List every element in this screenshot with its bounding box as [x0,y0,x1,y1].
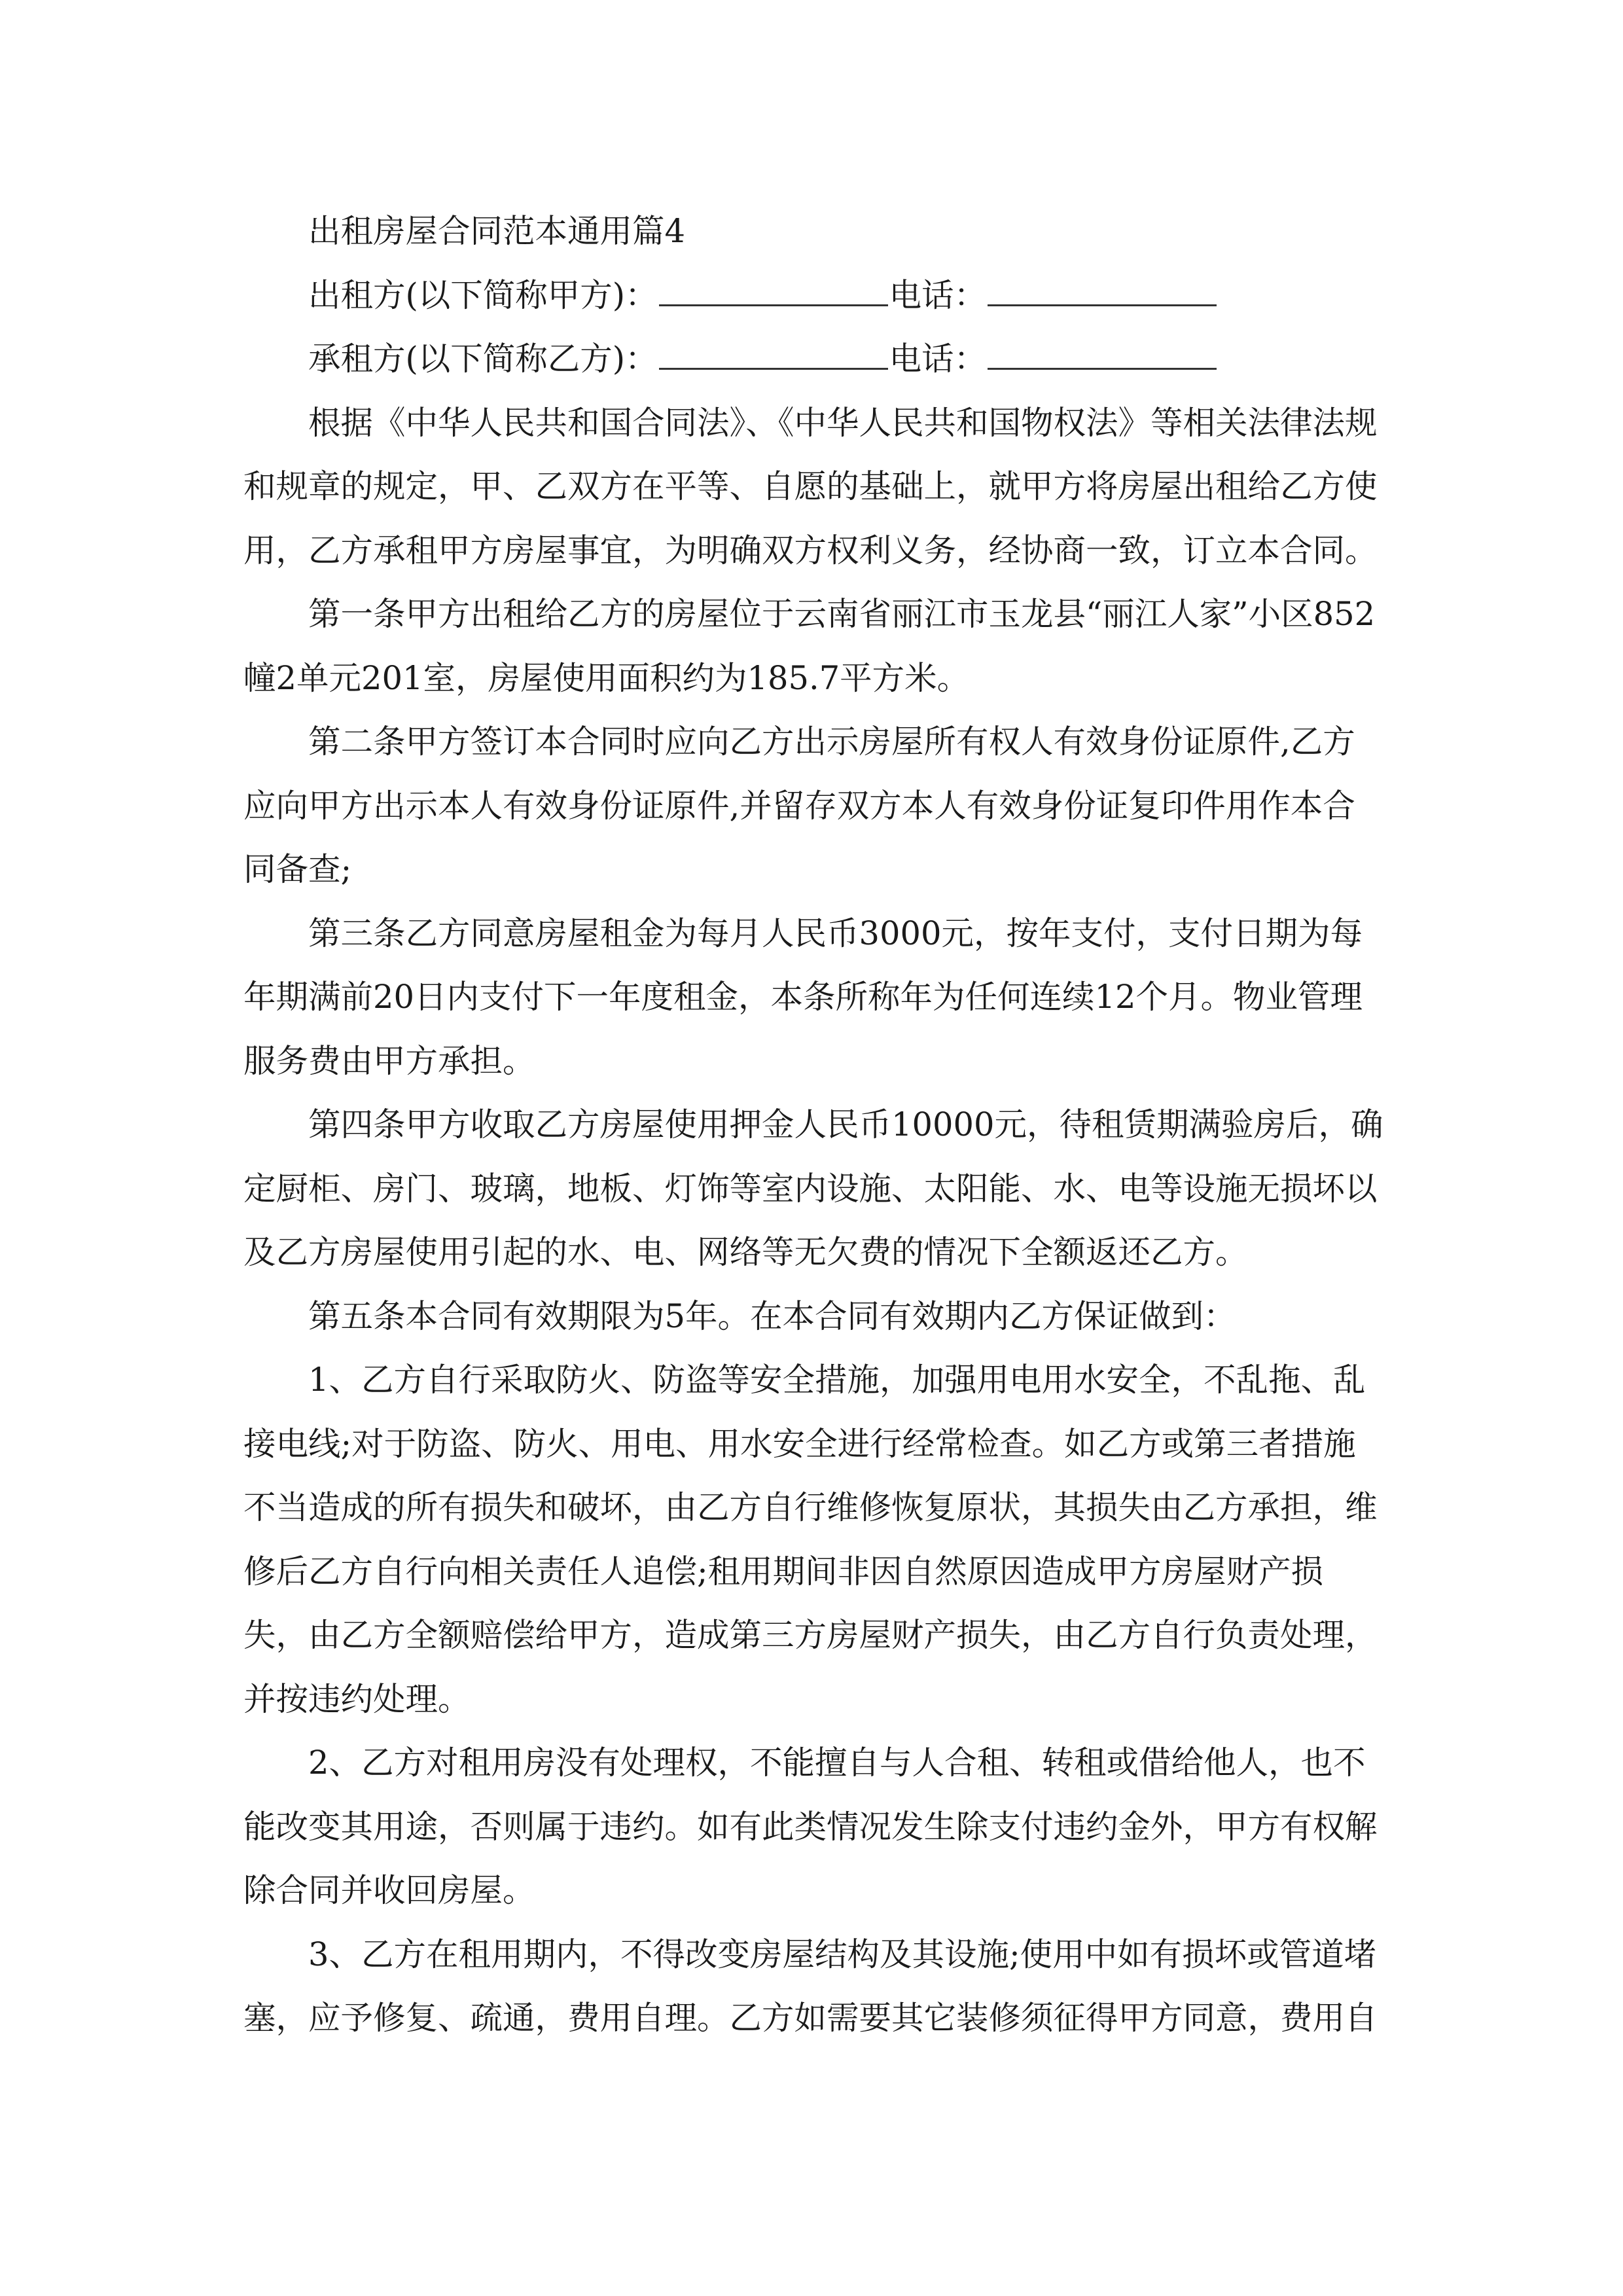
obligation-item-1: 1、乙方自行采取防火、防盗等安全措施，加强用电用水安全，不乱拖、乱接电线;对于防盗、防火、用电、用水安全进行经常检查。如乙方或第三者措施不当造成的所有损失和破坏，由乙方自行维修恢复原状，其损失由乙方承担，维修后乙方自行向相关责任人追偿;租用期间非因自然原因造成甲方房屋财产损失，由乙方全额赔偿给甲方，造成第三方房屋财产损失，由乙方自行负责处理，并按违约处理。 [243,1361,1378,1718]
clause-1: 第一条甲方出租给乙方的房屋位于云南省丽江市玉龙县“丽江人家”小区852幢2单元201室，房屋使用面积约为185.7平方米。 [243,595,1376,697]
lessor-label: 出租方(以下简称甲方)： [308,276,658,314]
obligation-item-2: 2、乙方对租用房没有处理权，不能擅自与人合租、转租或借给他人，也不能改变其用途，否则属于违约。如有此类情况发生除支付违约金外，甲方有权解除合同并收回房屋。 [243,1744,1378,1909]
clause-4: 第四条甲方收取乙方房屋使用押金人民币10000元，待租赁期满验房后，确定厨柜、房门、玻璃，地板、灯饰等室内设施、太阳能、水、电等设施无损坏以及乙方房屋使用引起的水、电、网络等无欠费的情况下全额返还乙方。 [243,1105,1383,1271]
document-title: 出租房屋合同范本通用篇4 [308,212,685,250]
lessor-name-field [659,268,888,306]
lessor-phone-field [988,268,1217,306]
preamble-paragraph: 根据《中华人民共和国合同法》、《中华人民共和国物权法》等相关法律法规和规章的规定，甲、乙双方在平等、自愿的基础上，就甲方将房屋出租给乙方使用，乙方承租甲方房屋事宜，为明确双方权利义务，经协商一致，订立本合同。 [243,403,1378,569]
obligation-item-3: 3、乙方在租用期内，不得改变房屋结构及其设施;使用中如有损坏或管道堵塞，应予修复、疏通，费用自理。乙方如需要其它装修须征得甲方同意，费用自 [243,1935,1378,2037]
lessee-phone-label: 电话： [889,340,987,378]
lessee-line [243,327,1385,391]
document-body [243,200,1385,2051]
lessee-name-field [659,331,888,370]
clause-5: 第五条本合同有效期限为5年。在本合同有效期内乙方保证做到： [308,1297,1236,1335]
lessor-phone-label: 电话： [889,276,987,314]
lessee-phone-field [988,331,1217,370]
clause-3: 第三条乙方同意房屋租金为每月人民币3000元，按年支付，支付日期为每年期满前20日内支付下一年度租金，本条所称年为任何连续12个月。物业管理服务费由甲方承担。 [243,914,1363,1080]
clause-2: 第二条甲方签订本合同时应向乙方出示房屋所有权人有效身份证原件,乙方应向甲方出示本人有效身份证原件,并留存双方本人有效身份证复印件用作本合同备查; [243,723,1355,888]
lessor-line [243,264,1385,328]
lessee-label: 承租方(以下简称乙方)： [308,340,658,378]
